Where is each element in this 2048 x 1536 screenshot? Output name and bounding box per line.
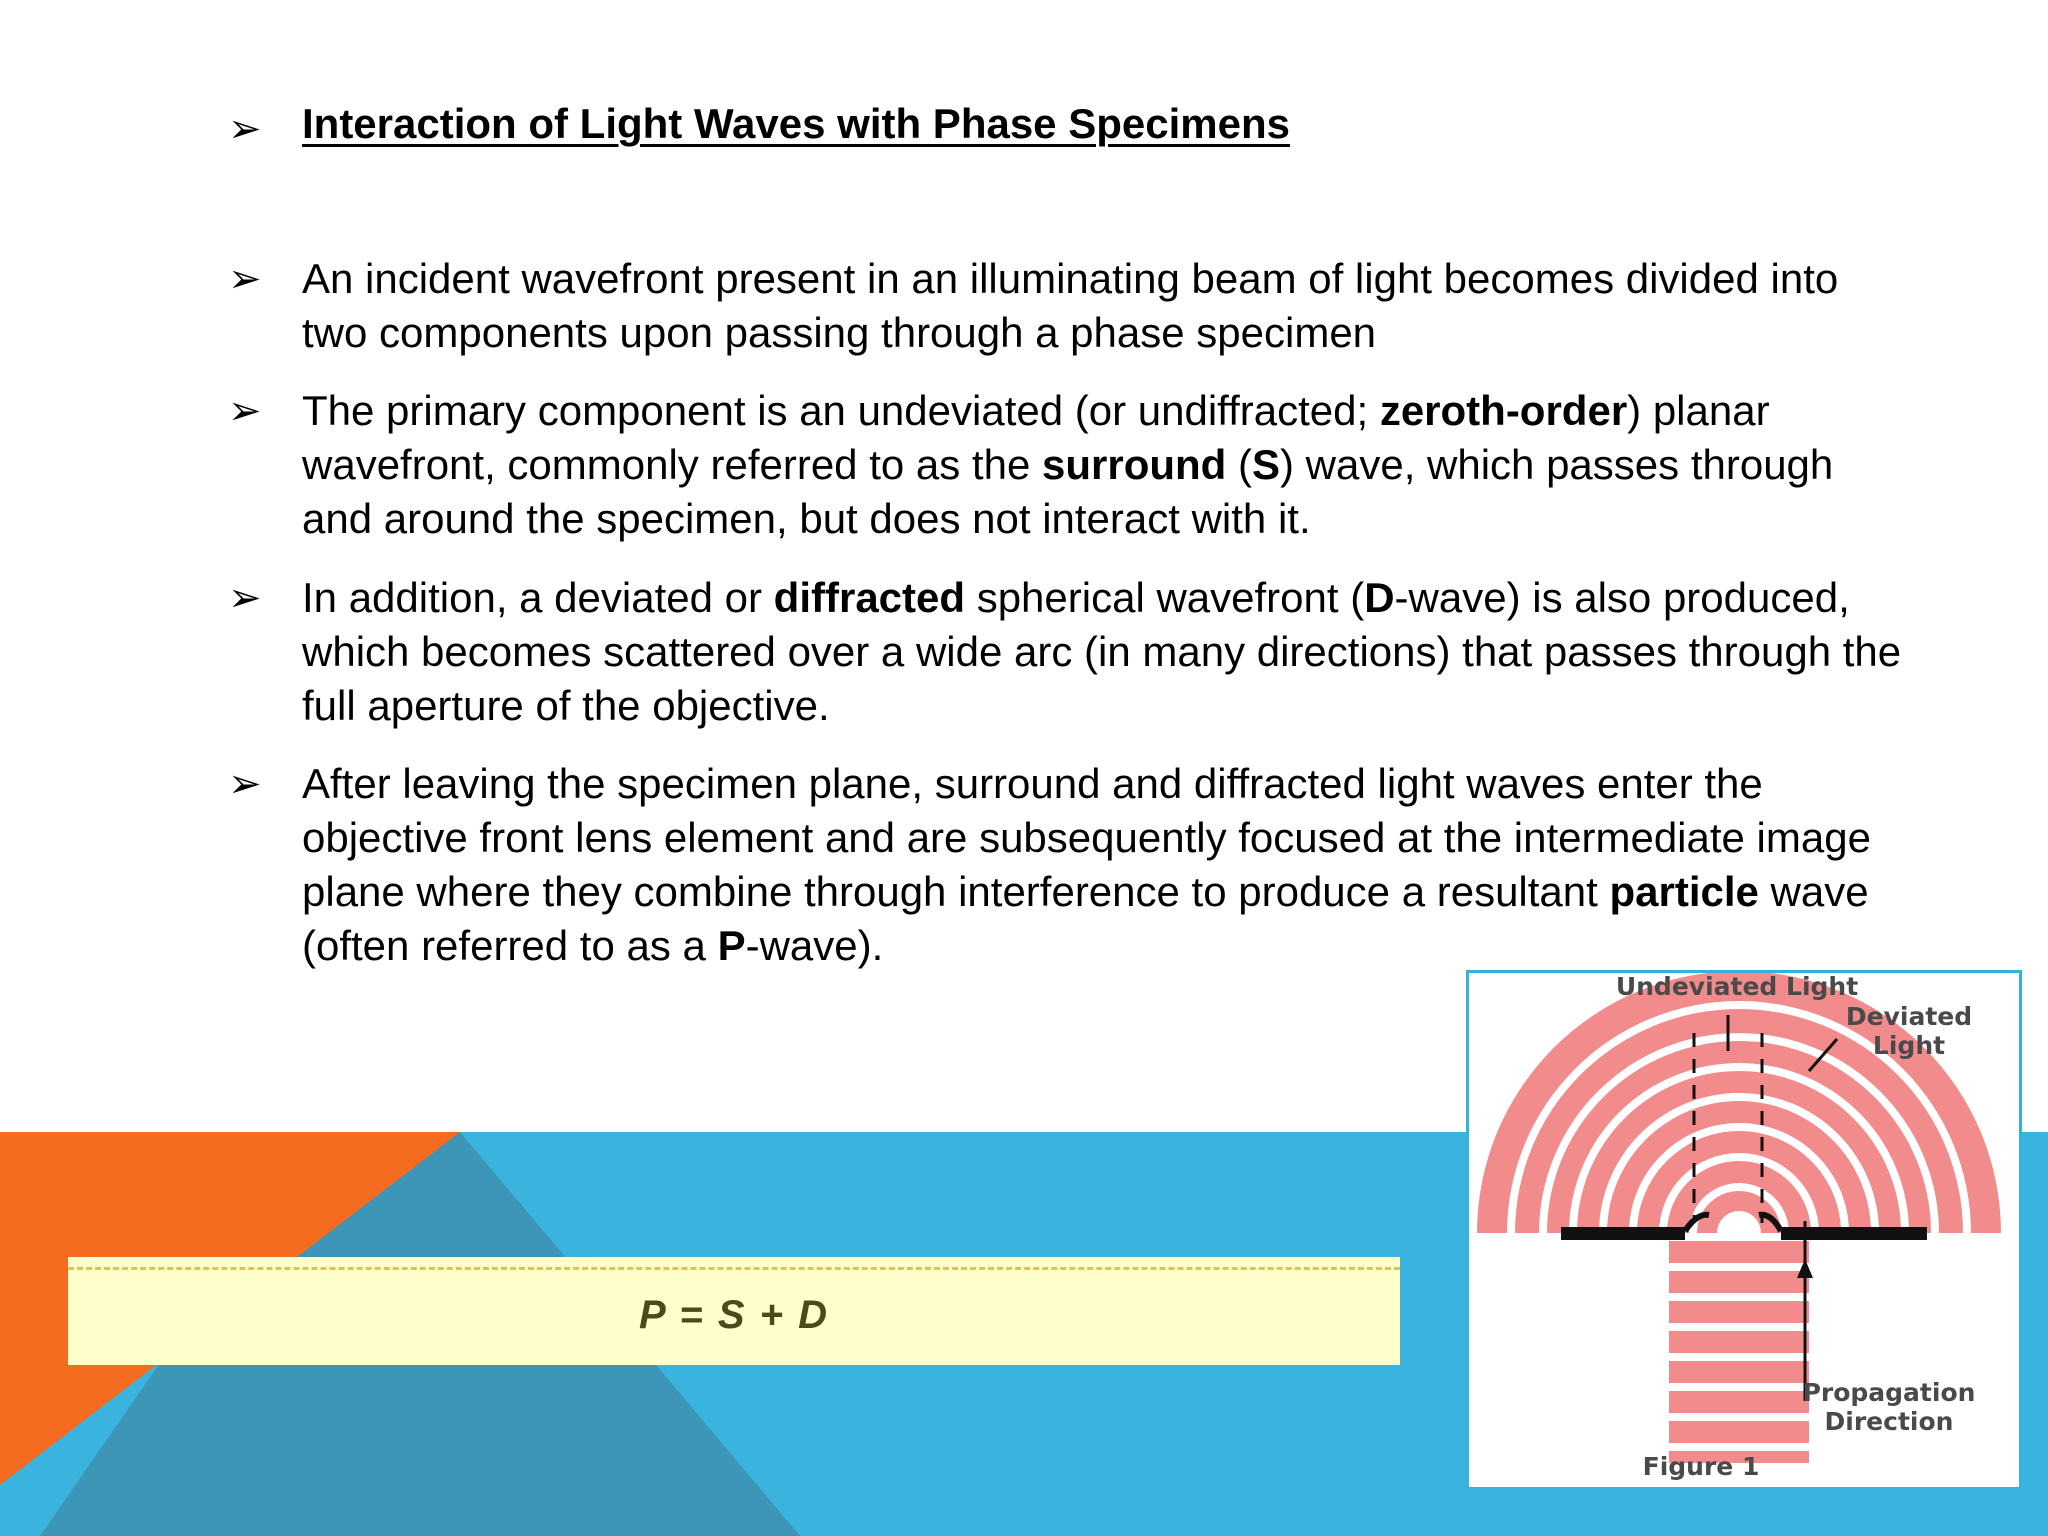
deviated-light-label-line2: Light: [1872, 1031, 1946, 1060]
formula-box-dashed-line: [68, 1267, 1400, 1270]
term-diffracted: diffracted: [773, 574, 966, 621]
propagation-label-line1: Propagation: [1802, 1378, 1976, 1407]
incident-beam: [1669, 1241, 1809, 1463]
bullet-paragraph-incident-wavefront: An incident wavefront present in an illuminating beam of light becomes divided into two components upon passing through a phase specimen: [302, 255, 1839, 356]
bullet-marker: ➢: [228, 575, 262, 621]
specimen-plate-left: [1561, 1227, 1685, 1240]
bullet-marker: ➢: [228, 256, 262, 302]
bullet-paragraph-surround-wave: The primary component is an undeviated (or undiffracted; zeroth-order) planar wavefront, commonly referred to as the surround (S) wave, which passes through and around the specimen, but does not interact with it.: [302, 387, 1834, 542]
wave-figure: [1466, 970, 2022, 1490]
term-zeroth-order: zeroth-order: [1379, 387, 1628, 434]
specimen-plate-right: [1781, 1227, 1927, 1240]
deviated-light-label-line1: Deviated: [1845, 1002, 1973, 1031]
formula-box: [68, 1257, 1400, 1365]
slide-heading: Interaction of Light Waves with Phase Specimens: [302, 100, 1290, 147]
term-surround: surround: [1041, 441, 1227, 488]
formula-text: P = S + D: [639, 1293, 829, 1337]
term-s: S: [1251, 441, 1280, 488]
bullet-paragraph-particle-wave: After leaving the specimen plane, surround and diffracted light waves enter the objective front lens element and are subsequently focused at the intermediate image plane where they combine through interference to produce a resultant particle wave (often referred to as a P-wave).: [302, 760, 1871, 969]
bullet-marker: ➢: [228, 388, 262, 434]
bullet-paragraph-diffracted-wave: In addition, a deviated or diffracted spherical wavefront (D-wave) is also produced, which becomes scattered over a wide arc (in many directions) that passes through the full aperture of the objective.: [302, 574, 1902, 729]
undeviated-light-label: Undeviated Light: [1615, 973, 1859, 1001]
term-p: P: [717, 922, 746, 969]
bullet-marker: ➢: [228, 761, 262, 807]
propagation-label-line2: Direction: [1824, 1407, 1954, 1436]
term-d: D: [1364, 574, 1395, 621]
figure-caption: Figure 1: [1642, 1452, 1760, 1481]
term-particle: particle: [1609, 868, 1759, 915]
bullet-marker: ➢: [228, 106, 262, 152]
